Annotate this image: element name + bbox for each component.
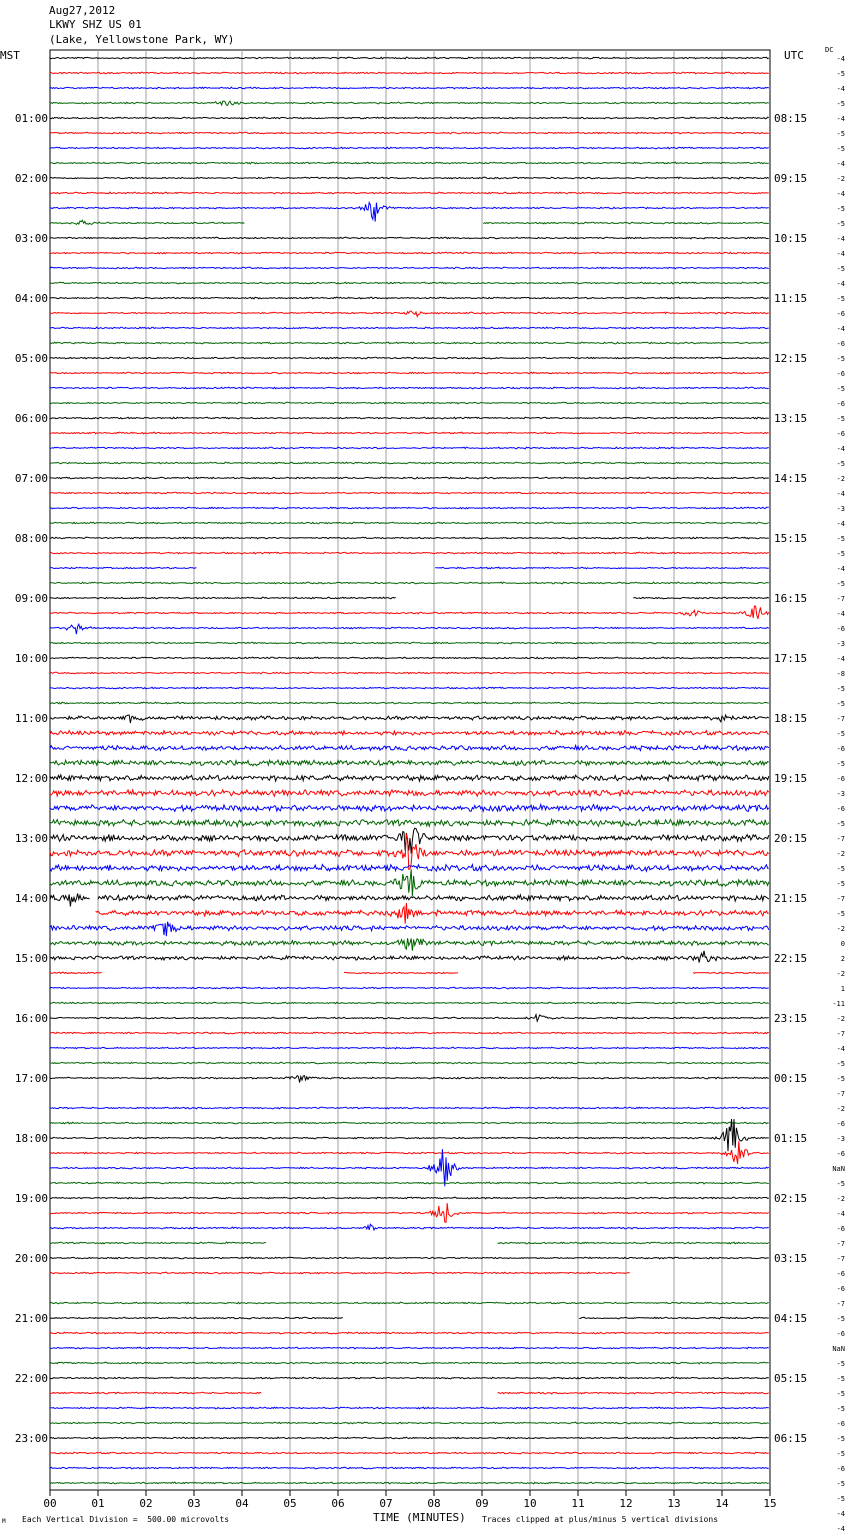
seismic-trace [50,462,769,464]
seismic-trace [50,672,769,674]
dc-offset-label: -4 [836,160,845,168]
right-hour-label: 02:15 [774,1192,808,1205]
left-hour-label: 11:00 [14,712,48,725]
seismic-trace [50,1347,769,1349]
left-hour-label: 17:00 [14,1072,48,1085]
dc-offset-label: -6 [836,1330,845,1338]
dc-offset-label: -5 [836,415,845,423]
dc-offset-label: -2 [836,970,845,978]
seismic-trace [50,492,769,494]
dc-offset-label: -8 [836,670,845,678]
logo-mark: M [2,1518,6,1525]
right-hour-label: 06:15 [774,1432,808,1445]
dc-offset-label: -5 [836,205,845,213]
dc-offset-label: -2 [836,475,845,483]
seismic-trace [50,1076,769,1083]
seismic-trace [50,327,769,329]
left-hour-label: 21:00 [14,1312,48,1325]
dc-offset-label: -6 [836,805,845,813]
seismic-trace [50,147,769,149]
dc-offset-label: -7 [836,1300,845,1308]
seismic-trace [50,72,769,74]
seismic-trace [50,1141,769,1164]
right-hour-label: 12:15 [774,352,808,365]
dc-offset-label: -6 [836,1120,845,1128]
dc-offset-label: -5 [836,100,845,108]
dc-offset-label: -5 [836,1360,845,1368]
left-hour-label: 01:00 [14,112,48,125]
clip-note: Traces clipped at plus/minus 5 vertical divisions [482,1515,719,1524]
dc-offset-label: 1 [840,985,845,993]
dc-offset-label: -4 [836,1510,845,1518]
right-timezone-label: UTC [784,49,804,62]
seismic-trace [50,522,769,524]
dc-offset-label: -5 [836,685,845,693]
dc-offset-label: -3 [836,790,845,798]
seismic-trace [50,101,769,105]
dc-offset-label: -5 [836,880,845,888]
right-hour-label: 13:15 [774,412,808,425]
dc-offset-label: 0 [840,940,845,948]
seismic-trace [50,1392,769,1394]
dc-offset-label: -5 [836,865,845,873]
seismic-trace [50,1437,769,1439]
seismic-trace [50,1107,769,1109]
seismic-trace [50,447,769,449]
seismic-trace [50,282,769,284]
seismic-trace [50,402,769,404]
dc-offset-label: -6 [836,1270,845,1278]
left-timezone-label: MST [0,49,20,62]
dc-offset-label: -7 [836,895,845,903]
dc-offset-label: -5 [836,385,845,393]
dc-offset-label: -2 [836,925,845,933]
dc-offset-label: -5 [836,1180,845,1188]
right-hour-label: 23:15 [774,1012,808,1025]
left-hour-label: 07:00 [14,472,48,485]
dc-offset-label: -4 [836,190,845,198]
dc-offset-label: -5 [836,1450,845,1458]
dc-offset-label: -5 [836,1480,845,1488]
x-tick-label: 13 [667,1497,681,1510]
seismic-trace [50,192,769,194]
seismic-trace [50,1422,769,1424]
right-hour-label: 14:15 [774,472,808,485]
left-hour-label: 08:00 [14,532,48,545]
right-hour-label: 05:15 [774,1372,808,1385]
left-hour-label: 05:00 [14,352,48,365]
dc-offset-label: -5 [836,1315,845,1323]
x-tick-label: 00 [43,1497,57,1510]
dc-offset-label: NaN [832,1345,845,1353]
seismic-trace [50,1122,769,1124]
seismic-trace [50,1224,769,1230]
dc-offset-label: -5 [836,820,845,828]
seismic-trace [50,203,769,222]
seismic-trace [50,1047,769,1049]
left-hour-label: 23:00 [14,1432,48,1445]
seismic-trace [50,132,769,134]
right-hour-label: 20:15 [774,832,808,845]
dc-offset-label: -7 [836,595,845,603]
dc-offset-label: -4 [836,115,845,123]
dc-offset-label: -7 [836,1255,845,1263]
left-hour-label: 04:00 [14,292,48,305]
x-tick-label: 15 [763,1497,777,1510]
right-hour-label: 19:15 [774,772,808,785]
left-hour-label: 09:00 [14,592,48,605]
x-tick-label: 12 [619,1497,633,1510]
right-hour-label: 18:15 [774,712,808,725]
dc-offset-label: -6 [836,430,845,438]
seismic-trace [50,642,769,644]
dc-offset-label: -6 [836,745,845,753]
dc-offset-label: -6 [836,1225,845,1233]
dc-offset-label: -6 [836,1150,845,1158]
seismic-trace [50,1182,769,1184]
seismic-trace [50,1002,769,1004]
seismic-trace [50,951,769,963]
dc-offset-label: -5 [836,1375,845,1383]
left-hour-label: 13:00 [14,832,48,845]
left-hour-label: 03:00 [14,232,48,245]
dc-offset-header: DC [825,46,834,54]
x-tick-label: 08 [427,1497,441,1510]
dc-offset-label: -5 [836,355,845,363]
seismic-trace [50,820,769,827]
right-hour-label: 09:15 [774,172,808,185]
seismic-trace [50,267,769,269]
left-hour-label: 02:00 [14,172,48,185]
dc-offset-label: -5 [836,1390,845,1398]
dc-offset-label: -5 [836,730,845,738]
x-tick-label: 14 [715,1497,729,1510]
right-hour-label: 11:15 [774,292,808,305]
x-tick-label: 11 [571,1497,585,1510]
dc-offset-label: -4 [836,1210,845,1218]
seismic-trace [50,342,769,344]
plot-frame [50,50,770,1490]
seismic-trace [50,657,769,659]
seismic-trace [50,57,769,59]
seismic-trace [50,624,769,634]
seismic-trace [50,297,769,299]
seismic-trace [50,1332,769,1334]
dc-offset-label: -6 [836,1420,845,1428]
seismic-trace [50,1015,769,1022]
dc-offset-label: -5 [836,1495,845,1503]
dc-offset-label: -7 [836,1030,845,1038]
dc-offset-label: -6 [836,1285,845,1293]
seismic-trace [50,702,769,704]
dc-offset-label: -5 [836,130,845,138]
dc-offset-label: -5 [836,760,845,768]
record-date: Aug27,2012 [49,4,116,17]
station-code: LKWY SHZ US 01 [49,18,142,31]
dc-offset-label: -4 [836,1045,845,1053]
dc-offset-label: -6 [836,370,845,378]
dc-offset-label: -5 [836,580,845,588]
seismic-trace [50,805,769,812]
seismic-trace [50,1377,769,1379]
dc-offset-label: -5 [836,1435,845,1443]
dc-offset-label: -4 [836,55,845,63]
seismic-trace [50,1482,769,1484]
right-hour-label: 17:15 [774,652,808,665]
seismic-trace [50,477,769,479]
dc-offset-label: -5 [836,1060,845,1068]
seismic-trace [50,790,769,796]
seismic-trace [50,432,769,434]
seismic-trace [50,1467,769,1469]
dc-offset-label: -4 [836,445,845,453]
x-tick-label: 04 [235,1497,249,1510]
dc-offset-label: -4 [836,490,845,498]
left-hour-label: 22:00 [14,1372,48,1385]
seismic-trace [50,865,769,872]
right-hour-label: 21:15 [774,892,808,905]
seismic-trace [50,220,769,224]
dc-offset-label: -5 [836,1075,845,1083]
x-tick-label: 01 [91,1497,105,1510]
x-axis-label: TIME (MINUTES) [373,1511,466,1524]
dc-offset-label: -6 [836,1465,845,1473]
dc-offset-label: -4 [836,565,845,573]
dc-offset-label: -6 [836,400,845,408]
left-hour-label: 06:00 [14,412,48,425]
seismic-trace [50,987,769,989]
left-hour-label: 12:00 [14,772,48,785]
seismic-trace [50,745,769,750]
dc-offset-label: -5 [836,265,845,273]
seismic-trace [50,1032,769,1034]
seismic-trace [50,775,769,781]
dc-offset-label: -4 [836,610,845,618]
dc-offset-label: -5 [836,535,845,543]
right-hour-label: 16:15 [774,592,808,605]
dc-offset-label: -5 [836,220,845,228]
seismic-trace [50,1242,769,1244]
seismic-trace [50,894,769,907]
seismic-trace [50,372,769,374]
dc-offset-label: -2 [836,1195,845,1203]
seismic-trace [50,1362,769,1364]
left-hour-label: 10:00 [14,652,48,665]
dc-offset-label: -3 [836,1135,845,1143]
seismic-trace [50,869,769,896]
seismic-trace [50,537,769,539]
dc-offset-label: -4 [836,280,845,288]
dc-offset-label: -2 [836,1105,845,1113]
dc-offset-label: -5 [836,550,845,558]
seismic-trace [50,87,769,89]
dc-offset-label: -5 [836,145,845,153]
left-hour-label: 16:00 [14,1012,48,1025]
dc-offset-label: -5 [836,295,845,303]
seismic-trace [50,252,769,254]
seismic-trace [50,1203,769,1222]
dc-offset-label: -4 [836,655,845,663]
right-hour-label: 00:15 [774,1072,808,1085]
station-location: (Lake, Yellowstone Park, WY) [49,33,235,46]
right-hour-label: 01:15 [774,1132,808,1145]
seismic-trace [50,417,769,419]
left-hour-label: 20:00 [14,1252,48,1265]
seismic-trace [50,731,769,736]
dc-offset-label: -6 [836,625,845,633]
dc-offset-label: -4 [836,250,845,258]
dc-offset-label: -5 [836,1405,845,1413]
seismic-trace [50,357,769,359]
dc-offset-label: -6 [836,340,845,348]
dc-offset-label: -2 [836,1015,845,1023]
dc-offset-label: -6 [836,310,845,318]
dc-offset-label: -7 [836,1240,845,1248]
seismic-trace [50,1197,769,1199]
seismic-trace [50,1317,769,1319]
dc-offset-label: -2 [836,850,845,858]
right-hour-label: 22:15 [774,952,808,965]
seismic-trace [50,938,769,951]
x-tick-label: 03 [187,1497,201,1510]
seismic-trace [50,922,769,937]
dc-offset-label: -7 [836,835,845,843]
left-hour-label: 18:00 [14,1132,48,1145]
seismic-trace [50,1452,769,1454]
right-hour-label: 10:15 [774,232,808,245]
seismic-trace [50,687,769,689]
right-hour-label: 03:15 [774,1252,808,1265]
seismic-trace [50,1302,769,1304]
x-tick-label: 05 [283,1497,297,1510]
left-hour-label: 14:00 [14,892,48,905]
left-hour-label: 19:00 [14,1192,48,1205]
x-tick-label: 02 [139,1497,153,1510]
seismic-trace [50,715,769,723]
dc-offset-label: -5 [836,910,845,918]
seismic-trace [50,177,769,179]
seismic-trace [50,311,769,316]
scale-note: Each Vertical Division = 500.00 microvolts [22,1515,230,1524]
dc-offset-label: -4 [836,235,845,243]
dc-offset-label: -5 [836,700,845,708]
seismic-trace [50,237,769,239]
dc-offset-label: -3 [836,505,845,513]
dc-offset-label: -4 [836,85,845,93]
seismic-trace [50,1149,769,1186]
x-tick-label: 07 [379,1497,393,1510]
seismic-trace [50,582,769,584]
seismic-trace [96,903,769,924]
dc-offset-label: -4 [836,1525,845,1533]
seismic-trace [50,1062,769,1064]
dc-offset-label: -7 [836,1090,845,1098]
dc-offset-label: -6 [836,775,845,783]
dc-offset-label: -7 [836,715,845,723]
dc-offset-label: -5 [836,460,845,468]
x-tick-label: 06 [331,1497,345,1510]
dc-offset-label: -3 [836,640,845,648]
right-hour-label: 04:15 [774,1312,808,1325]
seismic-trace [50,507,769,509]
seismic-trace [50,1257,769,1259]
seismic-trace [50,552,769,554]
dc-offset-label: -4 [836,520,845,528]
seismic-trace [50,597,769,599]
seismic-trace [50,760,769,766]
seismic-trace [50,1407,769,1409]
seismic-trace [50,972,769,974]
dc-offset-label: -4 [836,325,845,333]
x-tick-label: 09 [475,1497,489,1510]
dc-offset-label: NaN [832,1165,845,1173]
dc-offset-label: -5 [836,70,845,78]
right-hour-label: 15:15 [774,532,808,545]
seismic-trace [50,117,769,119]
seismic-trace [50,606,769,619]
seismic-trace [50,387,769,389]
seismic-trace [50,828,769,853]
right-hour-label: 08:15 [774,112,808,125]
dc-offset-label: -2 [836,175,845,183]
x-tick-label: 10 [523,1497,537,1510]
dc-offset-label: -11 [832,1000,845,1008]
seismic-trace [50,162,769,164]
left-hour-label: 15:00 [14,952,48,965]
seismic-trace [50,1272,630,1274]
dc-offset-label: 2 [840,955,845,963]
seismic-trace [50,567,769,569]
